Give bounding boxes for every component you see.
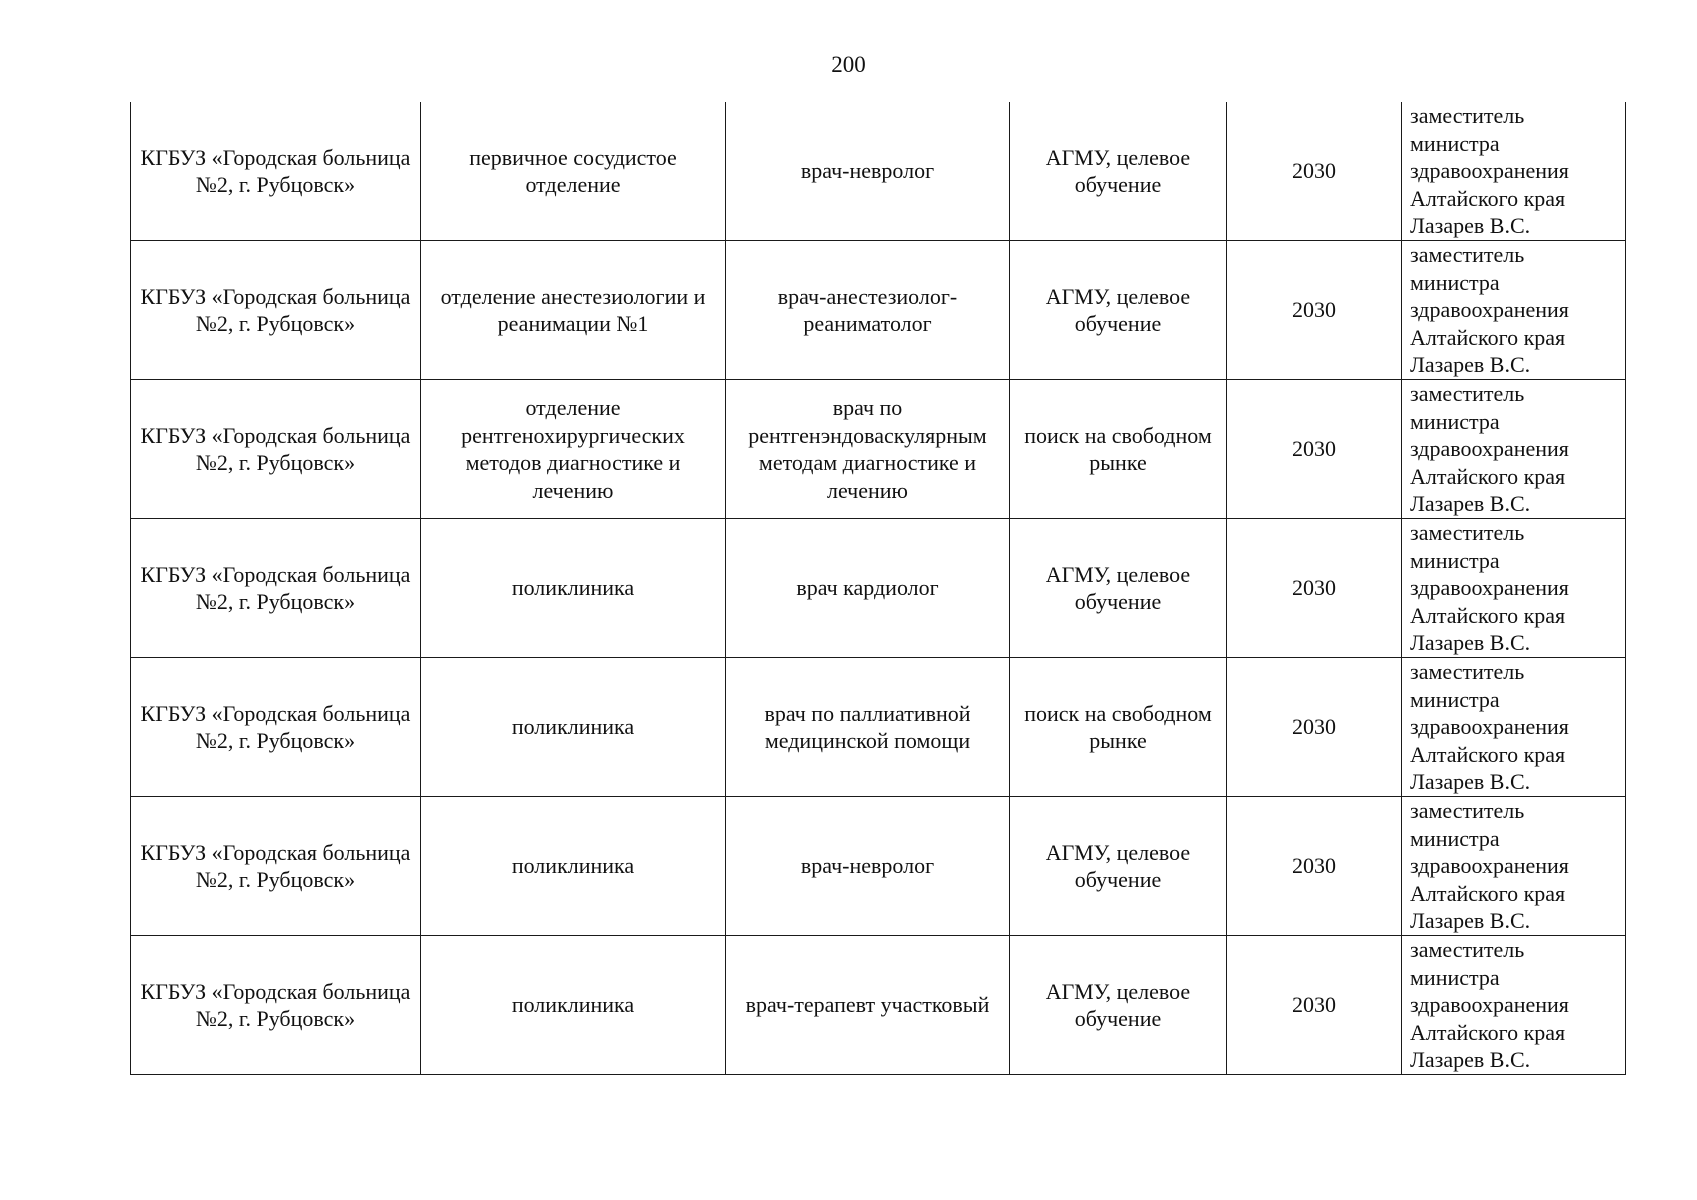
table-row bbox=[131, 380, 1626, 519]
department-cell: отделение анестезиологии и реанимации №1 bbox=[421, 241, 726, 380]
position-cell: врач по паллиативной медицинской помощи bbox=[726, 658, 1010, 797]
year-cell: 2030 bbox=[1227, 102, 1402, 241]
responsible-cell: заместитель министра здравоохранения Алтайского края Лазарев В.С. bbox=[1402, 380, 1626, 519]
position-cell: врач-невролог bbox=[726, 102, 1010, 241]
department-cell: отделение рентгенохирургических методов диагностике и лечению bbox=[421, 380, 726, 519]
org-cell: КГБУЗ «Городская больница №2, г. Рубцовск» bbox=[131, 797, 421, 936]
table-row bbox=[131, 658, 1626, 797]
source-cell: АГМУ, целевое обучение bbox=[1010, 241, 1227, 380]
source-cell: АГМУ, целевое обучение bbox=[1010, 102, 1227, 241]
table-row bbox=[131, 797, 1626, 936]
responsible-cell: заместитель министра здравоохранения Алтайского края Лазарев В.С. bbox=[1402, 658, 1626, 797]
department-cell: первичное сосудистое отделение bbox=[421, 102, 726, 241]
department-cell: поликлиника bbox=[421, 936, 726, 1075]
department-cell: поликлиника bbox=[421, 658, 726, 797]
year-cell: 2030 bbox=[1227, 519, 1402, 658]
table-row bbox=[131, 519, 1626, 658]
table-row bbox=[131, 241, 1626, 380]
year-cell: 2030 bbox=[1227, 936, 1402, 1075]
year-cell: 2030 bbox=[1227, 658, 1402, 797]
org-cell: КГБУЗ «Городская больница №2, г. Рубцовск» bbox=[131, 519, 421, 658]
responsible-cell: заместитель министра здравоохранения Алтайского края Лазарев В.С. bbox=[1402, 241, 1626, 380]
source-cell: АГМУ, целевое обучение bbox=[1010, 797, 1227, 936]
table-row bbox=[131, 102, 1626, 241]
year-cell: 2030 bbox=[1227, 380, 1402, 519]
org-cell: КГБУЗ «Городская больница №2, г. Рубцовск» bbox=[131, 102, 421, 241]
source-cell: АГМУ, целевое обучение bbox=[1010, 519, 1227, 658]
year-cell: 2030 bbox=[1227, 797, 1402, 936]
responsible-cell: заместитель министра здравоохранения Алтайского края Лазарев В.С. bbox=[1402, 519, 1626, 658]
page-number: 200 bbox=[831, 52, 866, 77]
position-cell: врач кардиолог bbox=[726, 519, 1010, 658]
responsible-cell: заместитель министра здравоохранения Алтайского края Лазарев В.С. bbox=[1402, 797, 1626, 936]
position-cell: врач-невролог bbox=[726, 797, 1010, 936]
org-cell: КГБУЗ «Городская больница №2, г. Рубцовск» bbox=[131, 658, 421, 797]
position-cell: врач по рентгенэндоваскулярным методам диагностике и лечению bbox=[726, 380, 1010, 519]
source-cell: поиск на свободном рынке bbox=[1010, 380, 1227, 519]
responsible-cell: заместитель министра здравоохранения Алтайского края Лазарев В.С. bbox=[1402, 102, 1626, 241]
source-cell: АГМУ, целевое обучение bbox=[1010, 936, 1227, 1075]
position-cell: врач-анестезиолог-реаниматолог bbox=[726, 241, 1010, 380]
org-cell: КГБУЗ «Городская больница №2, г. Рубцовск» bbox=[131, 936, 421, 1075]
responsible-cell: заместитель министра здравоохранения Алтайского края Лазарев В.С. bbox=[1402, 936, 1626, 1075]
position-cell: врач-терапевт участковый bbox=[726, 936, 1010, 1075]
department-cell: поликлиника bbox=[421, 797, 726, 936]
department-cell: поликлиника bbox=[421, 519, 726, 658]
year-cell: 2030 bbox=[1227, 241, 1402, 380]
source-cell: поиск на свободном рынке bbox=[1010, 658, 1227, 797]
staffing-table bbox=[130, 102, 1626, 1075]
table-row bbox=[131, 936, 1626, 1075]
org-cell: КГБУЗ «Городская больница №2, г. Рубцовск» bbox=[131, 380, 421, 519]
org-cell: КГБУЗ «Городская больница №2, г. Рубцовск» bbox=[131, 241, 421, 380]
